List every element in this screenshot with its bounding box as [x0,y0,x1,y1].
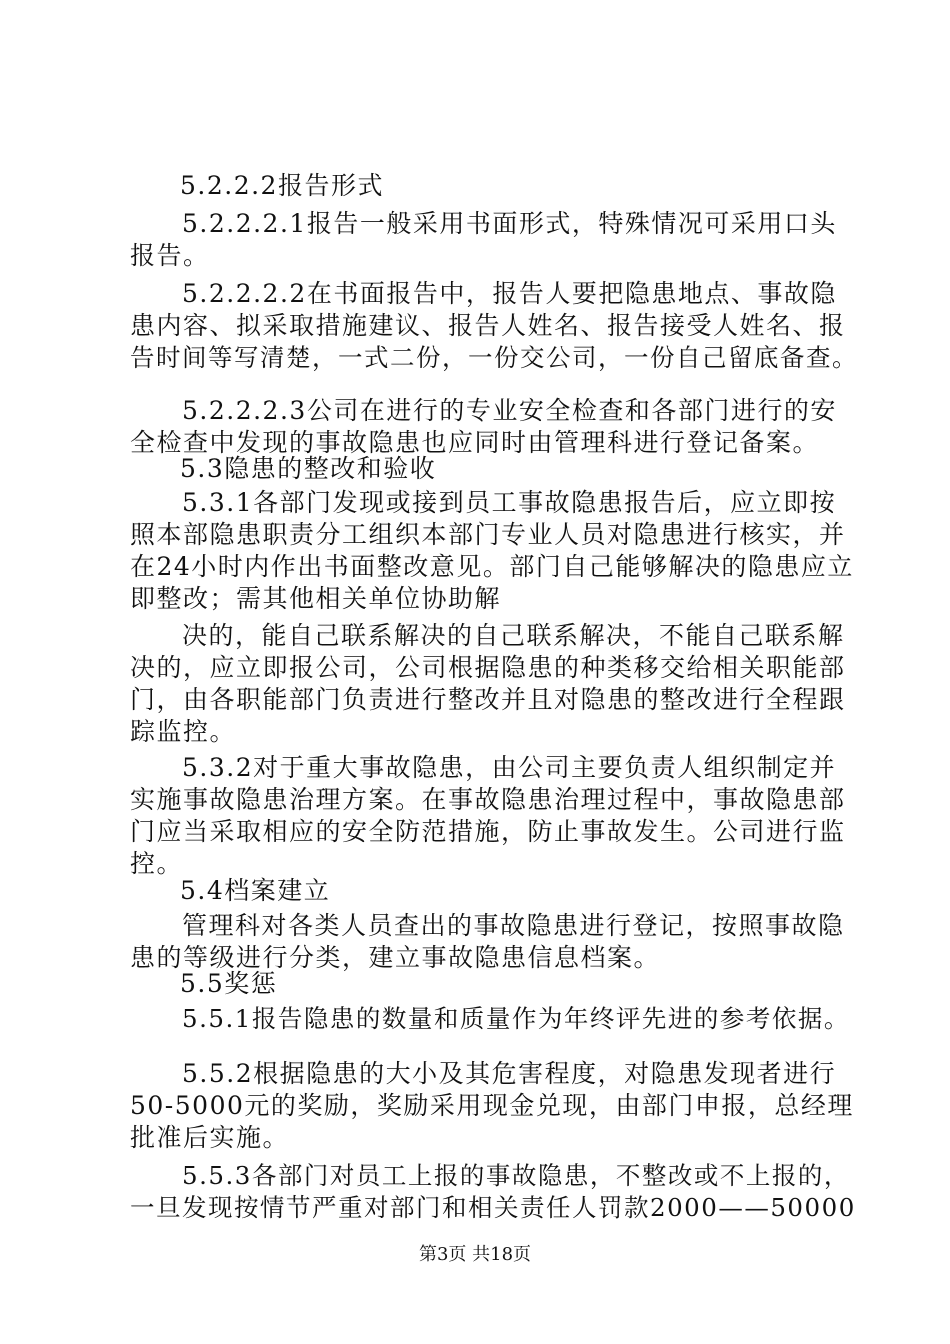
paragraph-line: 5.5.3各部门对员工上报的事故隐患，不整改或不上报的， [182,1161,850,1190]
paragraph-line: 照本部隐患职责分工组织本部门专业人员对隐患进行核实，并 [130,520,846,549]
paragraph-line: 5.2.2.2.2在书面报告中，报告人要把隐患地点、事故隐 [182,279,837,308]
paragraph-line: 5.5.2根据隐患的大小及其危害程度，对隐患发现者进行 [182,1059,837,1088]
heading-5-4: 5.4档案建立 [180,876,331,905]
paragraph-line: 决的，能自己联系解决的自己联系解决，不能自己联系解 [182,621,845,650]
paragraph-line: 一旦发现按情节严重对部门和相关责任人罚款2000——50000 [130,1193,856,1222]
page-footer: 第3页 共18页 [418,1244,532,1265]
paragraph-line: 决的，应立即报公司，公司根据隐患的种类移交给相关职能部 [130,653,846,682]
paragraph-line: 全检查中发现的事故隐患也应同时由管理科进行登记备案。 [130,428,820,457]
paragraph-line: 5.2.2.2.1报告一般采用书面形式，特殊情况可采用口头 [182,209,837,238]
heading-5-2-2-2: 5.2.2.2报告形式 [180,171,384,200]
heading-5-5: 5.5奖惩 [180,969,278,998]
paragraph-line: 5.3.2对于重大事故隐患，由公司主要负责人组织制定并 [182,753,837,782]
paragraph-line: 门，由各职能部门负责进行整改并且对隐患的整改进行全程跟 [130,685,846,714]
paragraph-line: 批准后实施。 [130,1123,290,1152]
paragraph-line: 门应当采取相应的安全防范措施，防止事故发生。公司进行监 [130,817,846,846]
paragraph-line: 报告。 [130,241,210,270]
paragraph-line: 患内容、拟采取措施建议、报告人姓名、报告接受人姓名、报 [130,311,846,340]
paragraph-line: 控。 [130,849,184,878]
paragraph-line: 在24小时内作出书面整改意见。部门自己能够解决的隐患应立 [130,552,854,581]
paragraph-line: 告时间等写清楚，一式二份，一份交公司，一份自己留底备查。 [130,343,858,372]
paragraph-line: 实施事故隐患治理方案。在事故隐患治理过程中，事故隐患部 [130,785,846,814]
paragraph-line: 患的等级进行分类，建立事故隐患信息档案。 [130,943,661,972]
paragraph-line: 管理科对各类人员查出的事故隐患进行登记，按照事故隐 [182,911,845,940]
heading-5-3: 5.3隐患的整改和验收 [180,454,437,483]
paragraph-line: 50-5000元的奖励，奖励采用现金兑现，由部门申报，总经理 [130,1091,854,1120]
paragraph-line: 踪监控。 [130,717,237,746]
paragraph-line: 即整改；需其他相关单位协助解 [130,584,502,613]
paragraph-line: 5.2.2.2.3公司在进行的专业安全检查和各部门进行的安 [182,396,837,425]
paragraph-line: 5.5.1报告隐患的数量和质量作为年终评先进的参考依据。 [182,1004,850,1033]
paragraph-line: 5.3.1各部门发现或接到员工事故隐患报告后，应立即按 [182,488,837,517]
